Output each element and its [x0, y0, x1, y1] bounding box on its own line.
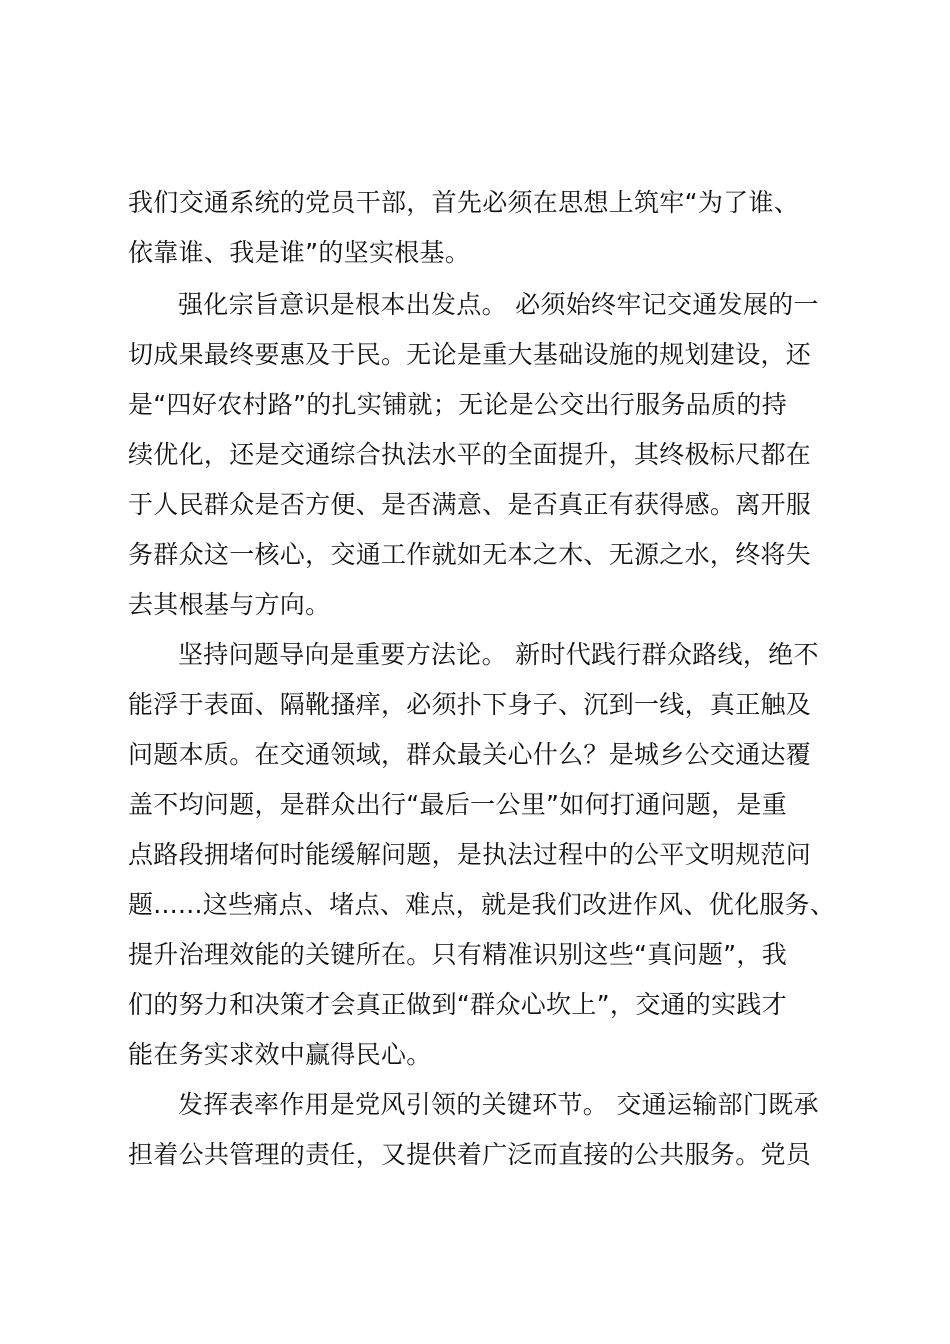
text-line: 能在务实求效中赢得民心。: [128, 1040, 432, 1069]
text-line: 于人民群众是否方便、是否满意、是否真正有获得感。离开服: [128, 490, 812, 519]
text-line: 提升治理效能的关键所在。只有精准识别这些“真问题”，我: [128, 940, 788, 969]
paragraph-first-line: 发挥表率作用是党风引领的关键环节。 交通运输部门既承: [178, 1090, 819, 1119]
text-line: 担着公共管理的责任，又提供着广泛而直接的公共服务。党员: [128, 1140, 812, 1169]
text-line: 务群众这一核心，交通工作就如无本之木、无源之水，终将失: [128, 540, 812, 569]
text-line: 依靠谁、我是谁”的坚实根基。: [128, 238, 471, 267]
text-line: 能浮于表面、隔靴搔痒，必须扑下身子、沉到一线，真正触及: [128, 690, 812, 719]
text-line: 点路段拥堵何时能缓解问题，是执法过程中的公平文明规范问: [128, 840, 812, 869]
text-line: 我们交通系统的党员干部，首先必须在思想上筑牢“为了谁、: [128, 188, 800, 217]
text-line: 去其根基与方向。: [128, 590, 331, 619]
text-line: 问题本质。在交通领域，群众最关心什么？是城乡公交通达覆: [128, 740, 812, 769]
text-line: 题......这些痛点、堵点、难点，就是我们改进作风、优化服务、: [128, 890, 836, 919]
paragraph-first-line: 强化宗旨意识是根本出发点。 必须始终牢记交通发展的一: [178, 290, 819, 319]
text-line: 切成果最终要惠及于民。无论是重大基础设施的规划建设，还: [128, 340, 812, 369]
text-line: 们的努力和决策才会真正做到“群众心坎上”，交通的实践才: [128, 990, 788, 1019]
text-line: 是“四好农村路”的扎实铺就；无论是公交出行服务品质的持: [128, 390, 788, 419]
text-line: 盖不均问题，是群众出行“最后一公里”如何打通问题，是重: [128, 790, 788, 819]
paragraph-first-line: 坚持问题导向是重要方法论。 新时代践行群众路线，绝不: [178, 640, 819, 669]
text-line: 续优化，还是交通综合执法水平的全面提升，其终极标尺都在: [128, 440, 812, 469]
